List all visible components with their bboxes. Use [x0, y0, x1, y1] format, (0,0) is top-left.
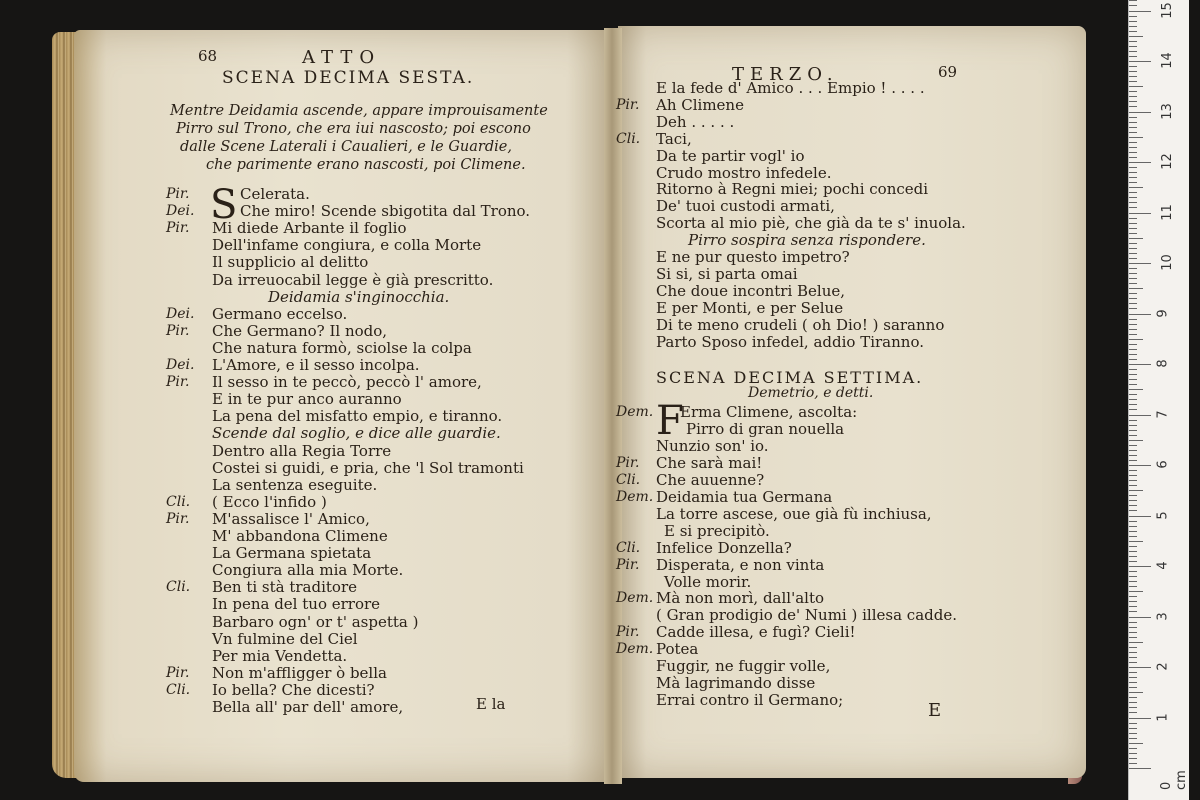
verse-line: Si si, si parta omai — [656, 264, 798, 283]
ruler-tick — [1129, 576, 1137, 577]
ruler-tick — [1129, 450, 1137, 451]
ruler-tick — [1129, 622, 1137, 623]
verse-line: Celerata. — [240, 185, 310, 203]
ruler-tick — [1129, 445, 1137, 446]
ruler-tick — [1129, 581, 1137, 582]
verse-line: Dentro alla Regia Torre — [212, 441, 392, 460]
ruler-tick — [1129, 399, 1137, 400]
ruler-tick — [1129, 167, 1137, 168]
ruler-tick — [1129, 541, 1143, 542]
verse-line: Barbaro ogn' or t' aspetta ) — [212, 612, 419, 631]
ruler-tick — [1129, 46, 1137, 47]
ruler-tick — [1129, 551, 1137, 552]
ruler-tick — [1129, 369, 1137, 370]
verse-line: Mà lagrimando disse — [656, 674, 816, 693]
verse-line: Volle morir. — [664, 572, 752, 591]
ruler-tick — [1129, 440, 1143, 441]
ruler-tick — [1129, 268, 1137, 269]
running-head-left: ATTO — [302, 47, 382, 68]
ruler-tick — [1129, 480, 1137, 481]
speaker-label: Pir. — [616, 556, 640, 573]
verse-line: De' tuoi custodi armati, — [656, 197, 835, 216]
ruler-tick — [1129, 682, 1137, 683]
ruler-tick — [1129, 753, 1137, 754]
verse-line: Taci, — [656, 129, 692, 148]
ruler-tick — [1129, 31, 1137, 32]
ruler-label: 2 — [1155, 662, 1171, 671]
ruler-tick — [1129, 172, 1137, 173]
ruler-label: 0 cm — [1159, 770, 1189, 790]
speaker-label: Cli. — [166, 579, 191, 596]
verse-line: Pirro sospira senza rispondere. — [688, 231, 926, 250]
ruler-tick — [1129, 379, 1137, 380]
scene-title-left: SCENA DECIMA SESTA. — [222, 68, 475, 88]
ruler-label: 15 — [1159, 1, 1175, 19]
ruler-tick — [1129, 490, 1143, 491]
ruler-tick — [1129, 41, 1137, 42]
ruler-tick — [1129, 71, 1137, 72]
ruler-tick — [1129, 26, 1137, 27]
ruler-tick — [1129, 137, 1143, 138]
ruler-label: 3 — [1155, 611, 1171, 621]
ruler-tick — [1129, 334, 1137, 335]
stage-direction-line: che parimente erano nascosti, poi Climene. — [206, 157, 526, 173]
ruler-tick — [1129, 763, 1137, 764]
ruler-tick — [1129, 324, 1137, 325]
speaker-label: Cli. — [616, 130, 641, 147]
ruler-tick — [1129, 647, 1137, 648]
ruler-label: 14 — [1159, 52, 1175, 69]
ruler-tick — [1129, 733, 1137, 734]
ruler-tick — [1129, 223, 1137, 224]
ruler-label: 11 — [1159, 203, 1175, 221]
catchword-left: E la — [476, 695, 506, 713]
verse-line: E in te pur anco auranno — [212, 390, 402, 409]
ruler-tick — [1129, 132, 1137, 133]
verse-line: In pena del tuo errore — [212, 595, 381, 614]
ruler-tick — [1129, 122, 1137, 123]
verse-line: Infelice Donzella? — [656, 538, 792, 557]
ruler-tick — [1129, 359, 1137, 360]
verse-line: Congiura alla mia Morte. — [212, 561, 404, 580]
ruler-tick — [1129, 611, 1137, 612]
verse-line: L'Amore, e il sesso incolpa. — [212, 356, 420, 374]
verse-line: La torre ascese, oue già fù inchiusa, — [656, 504, 932, 523]
ruler-label: 10 — [1159, 254, 1175, 271]
verse-line: Il supplicio al delitto — [212, 253, 369, 272]
catchword-right: E — [928, 700, 942, 721]
speaker-label: Cli. — [166, 681, 191, 698]
ruler-tick — [1129, 16, 1137, 17]
ruler-tick — [1129, 298, 1137, 299]
verse-line: Da te partir vogl' io — [656, 146, 805, 165]
verse-line: Pirro di gran nouella — [686, 419, 845, 438]
ruler-tick — [1129, 425, 1137, 426]
ruler-tick — [1129, 500, 1137, 501]
verse-line: Nunzio son' io. — [656, 436, 769, 455]
verse-line: E si precipitò. — [664, 521, 770, 540]
verse-line: La sentenza eseguite. — [212, 475, 378, 494]
speaker-label: Pir. — [166, 374, 190, 391]
speaker-label: Pir. — [166, 220, 190, 237]
ruler-tick — [1129, 228, 1137, 229]
ruler-tick — [1129, 455, 1137, 456]
ruler-tick — [1129, 394, 1137, 395]
verse-line: Dell'infame congiura, e colla Morte — [212, 236, 482, 255]
ruler-tick — [1129, 329, 1137, 330]
ruler-tick — [1129, 571, 1137, 572]
ruler-tick — [1129, 147, 1137, 148]
verse-line: Fuggir, ne fuggir volle, — [656, 657, 831, 676]
stage-direction-line: dalle Scene Laterali i Caualieri, e le Guardie, — [180, 139, 512, 155]
verse-line: Il sesso in te peccò, peccò l' amore, — [212, 373, 482, 392]
ruler-tick — [1129, 101, 1137, 102]
ruler-tick — [1129, 470, 1137, 471]
ruler-tick — [1129, 510, 1137, 511]
stage-direction-line: Pirro sul Trono, che era iui nascosto; poi escono — [176, 121, 531, 137]
ruler-tick — [1129, 76, 1137, 77]
verse-line: Mi diede Arbante il foglio — [212, 219, 407, 238]
ruler-label: 4 — [1155, 561, 1171, 570]
speaker-label: Pir. — [166, 322, 190, 339]
ruler-tick — [1129, 56, 1137, 57]
ruler-tick — [1129, 157, 1137, 158]
verse-line: Ah Climene — [656, 95, 744, 114]
page-number-left: 68 — [198, 47, 218, 65]
ruler-tick — [1129, 758, 1137, 759]
ruler-tick — [1129, 106, 1137, 107]
verse-line: Vn fulmine del Ciel — [212, 629, 358, 648]
ruler-tick — [1129, 677, 1137, 678]
ruler-tick — [1129, 127, 1137, 128]
ruler-label: 8 — [1155, 359, 1171, 368]
speaker-label: Pir. — [166, 664, 190, 681]
ruler-tick — [1129, 202, 1137, 203]
ruler-tick — [1129, 273, 1137, 274]
ruler-tick — [1129, 556, 1137, 557]
ruler-tick — [1129, 617, 1151, 618]
verse-line: Ben ti stà traditore — [212, 578, 358, 597]
verse-line: Che doue incontri Belue, — [656, 281, 846, 300]
verse-line: Che miro! Scende sbigotita dal Trono. — [240, 202, 531, 221]
ruler-tick — [1129, 687, 1137, 688]
ruler-tick — [1129, 142, 1137, 143]
verse-line: E la fede d' Amico . . . Empio ! . . . . — [656, 79, 925, 97]
ruler-tick — [1129, 308, 1137, 309]
page-number-right: 69 — [938, 63, 958, 81]
speaker-label: Dei. — [166, 357, 195, 373]
ruler-tick — [1129, 485, 1137, 486]
ruler-tick — [1129, 314, 1151, 315]
ruler-tick — [1129, 712, 1137, 713]
verse-line: La pena del misfatto empio, e tiranno. — [212, 407, 503, 426]
running-head-right: TERZO. — [732, 64, 839, 85]
ruler-tick — [1129, 521, 1137, 522]
ruler-label: 6 — [1155, 460, 1171, 469]
ruler-tick — [1129, 475, 1137, 476]
verse-line: Bella all' par dell' amore, — [212, 698, 404, 716]
ruler-tick — [1129, 627, 1137, 628]
speaker-label: Cli. — [616, 539, 641, 556]
ruler-tick — [1129, 278, 1137, 279]
ruler-tick — [1129, 66, 1137, 67]
speaker-label: Dem. — [616, 404, 654, 420]
speaker-label: Dem. — [616, 488, 654, 505]
ruler-tick — [1129, 505, 1137, 506]
verse-line: E per Monti, e per Selue — [656, 298, 844, 317]
verse-line: Scorta al mio piè, che già da te s' inuola. — [656, 214, 966, 233]
ruler-tick — [1129, 218, 1137, 219]
ruler-tick — [1129, 319, 1137, 320]
verse-line: Deidamia tua Germana — [656, 487, 833, 506]
verse-line: Errai contro il Germano; — [656, 691, 844, 710]
verse-line: La Germana spietata — [212, 544, 372, 563]
ruler-tick — [1129, 723, 1137, 724]
ruler-tick — [1129, 283, 1137, 284]
ruler-tick — [1129, 707, 1137, 708]
ruler-tick — [1129, 702, 1137, 703]
verse-line: Parto Sposo infedel, addio Tiranno. — [656, 332, 924, 351]
scene-title-right: SCENA DECIMA SETTIMA. — [656, 368, 924, 387]
ruler-tick — [1129, 657, 1137, 658]
ruler-tick — [1129, 243, 1137, 244]
ruler-tick — [1129, 465, 1151, 466]
ruler-tick — [1129, 192, 1137, 193]
verse-line: M' abbandona Climene — [212, 527, 388, 545]
ruler-tick — [1129, 566, 1151, 567]
ruler-tick — [1129, 61, 1151, 62]
verse-line: M'assalisce l' Amico, — [212, 509, 370, 528]
ruler-tick — [1129, 768, 1151, 769]
verse-line: Cadde illesa, e fugì? Cieli! — [656, 623, 856, 642]
verse-line: Crudo mostro infedele. — [656, 163, 832, 182]
ruler-tick — [1129, 586, 1137, 587]
verse-line: Per mia Vendetta. — [212, 646, 348, 665]
ruler-tick — [1129, 374, 1137, 375]
ruler-tick — [1129, 197, 1137, 198]
ruler-tick — [1129, 213, 1151, 214]
ruler-tick — [1129, 91, 1137, 92]
scene-persons: Demetrio, e detti. — [748, 385, 874, 401]
ruler-tick — [1129, 207, 1137, 208]
verse-line: Che auuenne? — [656, 470, 765, 489]
ruler-tick — [1129, 162, 1151, 163]
ruler-tick — [1129, 187, 1143, 188]
verse-line: Mà non morì, dall'alto — [656, 589, 825, 608]
ruler-tick — [1129, 591, 1143, 592]
ruler-tick — [1129, 516, 1151, 517]
speaker-label: Pir. — [616, 454, 640, 471]
ruler-tick — [1129, 404, 1137, 405]
ruler-tick — [1129, 112, 1151, 113]
speaker-label: Dei. — [166, 305, 195, 322]
verse-line: Deidamia s'inginocchia. — [268, 287, 450, 306]
ruler-tick — [1129, 293, 1137, 294]
ruler-tick — [1129, 728, 1137, 729]
drop-cap-left: S — [210, 182, 238, 228]
speaker-label: Pir. — [616, 624, 640, 641]
ruler-tick — [1129, 5, 1137, 6]
ruler-tick — [1129, 652, 1137, 653]
ruler-tick — [1129, 430, 1137, 431]
verse-line: E ne pur questo impetro? — [656, 248, 850, 266]
ruler-tick — [1129, 697, 1137, 698]
ruler-tick — [1129, 596, 1137, 597]
speaker-label: Pir. — [166, 510, 190, 527]
ruler-tick — [1129, 36, 1143, 37]
ruler-tick — [1129, 642, 1143, 643]
verse-line: Costei si guidi, e pria, che 'l Sol tramonti — [212, 458, 524, 477]
ruler-tick — [1129, 258, 1137, 259]
ruler-tick — [1129, 233, 1137, 234]
ruler-label: 1 — [1155, 712, 1171, 722]
ruler-tick — [1129, 51, 1137, 52]
ruler-tick — [1129, 546, 1137, 547]
drop-cap-right: F — [656, 398, 684, 444]
ruler-tick — [1129, 495, 1137, 496]
ruler-tick — [1129, 536, 1137, 537]
ruler-label: 5 — [1155, 510, 1171, 520]
ruler-tick — [1129, 238, 1143, 239]
ruler-tick — [1129, 81, 1137, 82]
ruler-tick — [1129, 415, 1151, 416]
ruler-tick — [1129, 606, 1137, 607]
ruler-tick — [1129, 662, 1137, 663]
ruler-tick — [1129, 303, 1137, 304]
ruler-tick — [1129, 743, 1143, 744]
verse-line: Da irreuocabil legge è già prescritto. — [212, 270, 494, 289]
ruler-tick — [1129, 248, 1137, 249]
ruler-tick — [1129, 11, 1151, 12]
ruler-tick — [1129, 435, 1137, 436]
ruler-tick — [1129, 177, 1137, 178]
verse-line: Disperata, e non vinta — [656, 555, 825, 574]
speaker-label: Dei. — [166, 203, 195, 220]
speaker-label: Pir. — [166, 186, 190, 202]
ruler-tick — [1129, 384, 1137, 385]
ruler-tick — [1129, 526, 1137, 527]
ruler-label: 13 — [1159, 102, 1175, 120]
speaker-label: Dem. — [616, 641, 654, 658]
ruler-tick — [1129, 667, 1151, 668]
ruler-tick — [1129, 389, 1143, 390]
ruler-label: 9 — [1155, 308, 1171, 318]
verse-line: Deh . . . . . — [656, 112, 735, 131]
ruler-tick — [1129, 601, 1137, 602]
verse-line: Che Germano? Il nodo, — [212, 321, 388, 340]
speaker-label: Dem. — [616, 590, 654, 607]
verse-line: Che sarà mai! — [656, 453, 763, 472]
ruler-tick — [1129, 288, 1143, 289]
verse-line: Ritorno à Regni miei; pochi concedi — [656, 180, 929, 199]
verse-line: Io bella? Che dicesti? — [212, 680, 375, 699]
ruler-tick — [1129, 152, 1137, 153]
ruler-tick — [1129, 117, 1137, 118]
ruler-tick — [1129, 738, 1137, 739]
verse-line: Germano eccelso. — [212, 304, 348, 323]
ruler-tick — [1129, 748, 1137, 749]
ruler-label: 7 — [1155, 409, 1171, 419]
ruler-tick — [1129, 344, 1137, 345]
verse-line: Di te meno crudeli ( oh Dio! ) saranno — [656, 315, 945, 334]
ruler-tick — [1129, 364, 1151, 365]
ruler-tick — [1129, 692, 1143, 693]
ruler-tick — [1129, 253, 1137, 254]
ruler-tick — [1129, 632, 1137, 633]
ruler-tick — [1129, 339, 1143, 340]
ruler-tick — [1129, 672, 1137, 673]
stage-direction-line: Mentre Deidamia ascende, appare improuisamente — [170, 103, 548, 119]
ruler-tick — [1129, 182, 1137, 183]
verse-line: ( Gran prodigio de' Numi ) illesa cadde. — [656, 606, 957, 625]
verse-line: Scende dal soglio, e dice alle guardie. — [212, 424, 501, 443]
speaker-label: Pir. — [616, 96, 640, 113]
ruler-tick — [1129, 637, 1137, 638]
ruler-tick — [1129, 420, 1137, 421]
ruler-tick — [1129, 96, 1137, 97]
verse-line: Che natura formò, sciolse la colpa — [212, 338, 472, 357]
ruler-tick — [1129, 531, 1137, 532]
ruler-tick — [1129, 561, 1137, 562]
speaker-label: Cli. — [616, 471, 641, 488]
ruler-tick — [1129, 349, 1137, 350]
measuring-ruler — [1128, 0, 1189, 800]
ruler-tick — [1129, 409, 1137, 410]
ruler-tick — [1129, 86, 1143, 87]
ruler-tick — [1129, 718, 1151, 719]
ruler-tick — [1129, 263, 1151, 264]
verse-line: ( Ecco l'infido ) — [212, 492, 327, 511]
verse-line: Non m'affligger ò bella — [212, 663, 387, 682]
ruler-tick — [1129, 0, 1137, 1]
verse-line: Potea — [656, 640, 699, 659]
ruler-tick — [1129, 354, 1137, 355]
verse-line: Erma Climene, ascolta: — [680, 403, 858, 421]
speaker-label: Cli. — [166, 493, 191, 510]
ruler-label: 12 — [1159, 153, 1175, 170]
ruler-tick — [1129, 460, 1137, 461]
ruler-tick — [1129, 21, 1137, 22]
